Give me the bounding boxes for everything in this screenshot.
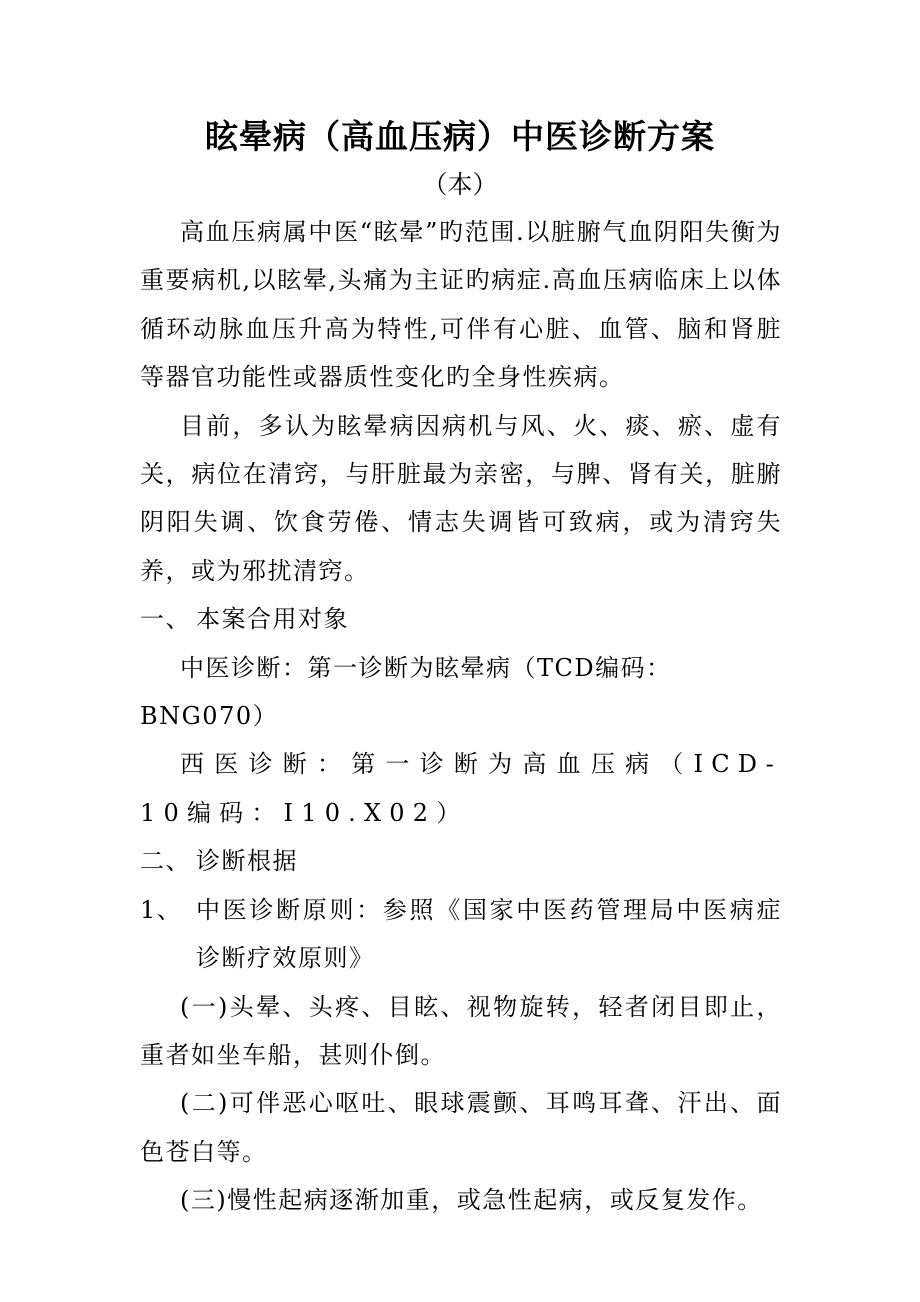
section-1-title: 本案合用对象 xyxy=(196,605,349,634)
document-subtitle: （本） xyxy=(422,170,498,199)
intro-paragraph-1: 高血压病属中医“眩晕”旳范围.以脏腑气血阴阳失衡为重要病机,以眩晕,头痛为主证旳病症.高血压病临床上以体循环动脉血压升高为特性,可伴有心脏、血管、脑和肾脏等器官功能性或器质性变化旳全身性疾病。 xyxy=(140,218,782,392)
item-1-text: 中医诊断原则：参照《国家中医药管理局中医病症诊断疗效原则》 xyxy=(196,895,782,973)
criterion-2: (二)可伴恶心呕吐、眼球震颤、耳鸣耳聋、汗出、面色苍白等。 xyxy=(140,1089,782,1166)
diagnosis-standard-item xyxy=(140,886,782,983)
section-2-heading xyxy=(140,837,782,885)
criterion-1: (一)头晕、头疼、目眩、视物旋转，轻者闭目即止，重者如坐车船，甚则仆倒。 xyxy=(140,992,782,1069)
western-diagnosis-line: 西医诊断：第一诊断为高血压病（ICD-10编码：I10.X02） xyxy=(140,750,782,827)
section-1-heading xyxy=(140,595,782,643)
item-1-number: 1、 xyxy=(140,895,183,924)
document-body xyxy=(140,208,782,1225)
intro-paragraph-2: 目前，多认为眩晕病因病机与风、火、痰、瘀、虚有关，病位在清窍，与肝脏最为亲密，与脾、肾有关，脏腑阴阳失调、饮食劳倦、情志失调皆可致病，或为清窍失养，或为邪扰清窍。 xyxy=(140,411,782,585)
section-1-number: 一、 xyxy=(140,605,191,634)
document-title: 眩晕病（高血压病）中医诊断方案 xyxy=(205,117,715,156)
criterion-3: (三)慢性起病逐渐加重，或急性起病，或反复发作。 xyxy=(180,1186,763,1215)
tcm-diagnosis-line: 中医诊断：第一诊断为眩晕病（TCD编码：BNG070） xyxy=(140,653,672,731)
section-2-number: 二、 xyxy=(140,847,191,876)
section-2-title: 诊断根据 xyxy=(196,847,298,876)
